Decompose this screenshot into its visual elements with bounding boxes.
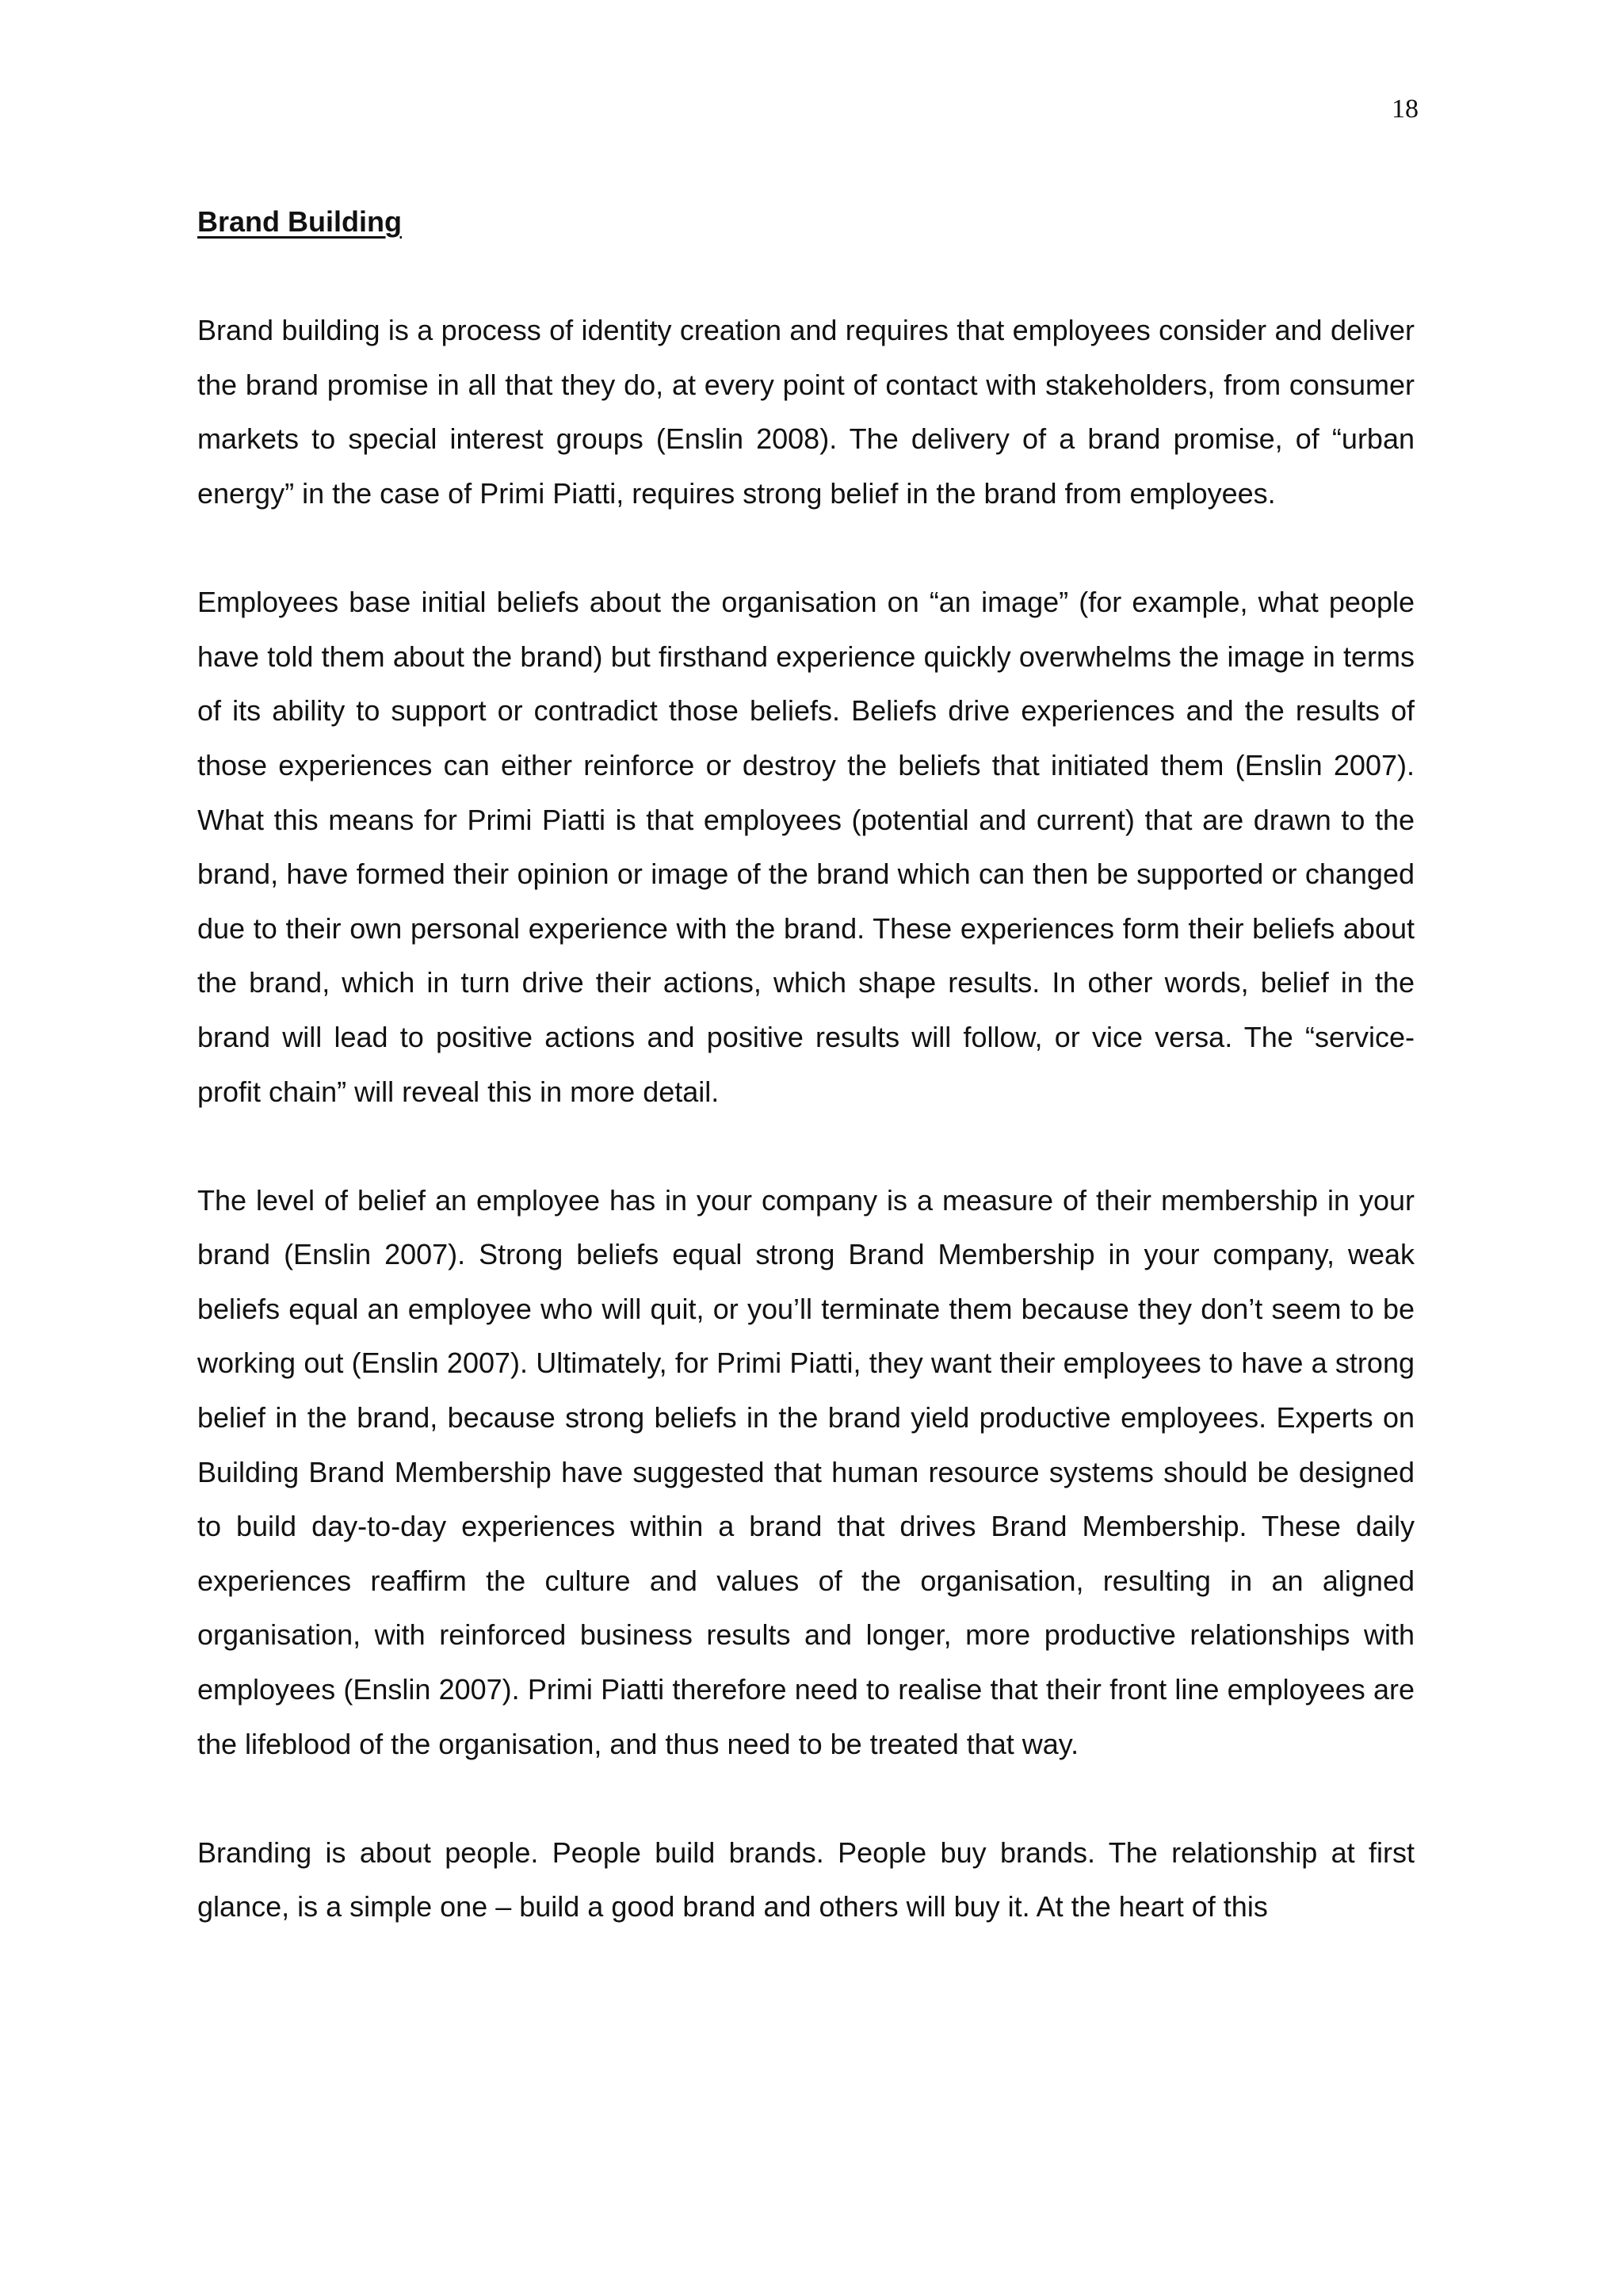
page-body (197, 195, 1415, 1935)
paragraph-brand-building-intro: Brand building is a process of identity creation and requires that employees consider and deliver the brand promise in all that they do, at every point of contact with stakeholders, from consumer markets to special interest groups (Enslin 2008). The delivery of a brand promise, of “urban energy” in the case of Primi Piatti, requires strong belief in the brand from employees. (197, 314, 1415, 510)
paragraph-employee-beliefs: Employees base initial beliefs about the organisation on “an image” (for example, what people have told them about the brand) but firsthand experience quickly overwhelms the image in terms of its ability to support or contradict those beliefs. Beliefs drive experiences and the results of those experiences can either reinforce or destroy the beliefs that initiated them (Enslin 2007). What this means for Primi Piatti is that employees (potential and current) that are drawn to the brand, have formed their opinion or image of the brand which can then be supported or changed due to their own personal experience with the brand. These experiences form their beliefs about the brand, which in turn drive their actions, which shape results. In other words, belief in the brand will lead to positive actions and positive results will follow, or vice versa. The “service-profit chain” will reveal this in more detail. (197, 586, 1415, 1108)
page-number: 18 (1392, 94, 1419, 124)
paragraph-brand-membership: The level of belief an employee has in your company is a measure of their membership in your brand (Enslin 2007). Strong beliefs equal strong Brand Membership in your company, weak beliefs equal an employee who will quit, or you’ll terminate them because they don’t seem to be working out (Enslin 2007). Ultimately, for Primi Piatti, they want their employees to have a strong belief in the brand, because strong beliefs in the brand yield productive employees. Experts on Building Brand Membership have suggested that human resource systems should be designed to build day-to-day experiences within a brand that drives Brand Membership. These daily experiences reaffirm the culture and values of the organisation, resulting in an aligned organisation, with reinforced business results and longer, more productive relationships with employees (Enslin 2007). Primi Piatti therefore need to realise that their front line employees are the lifeblood of the organisation, and thus need to be treated that way. (197, 1183, 1415, 1760)
section-heading: Brand Building (197, 205, 402, 238)
paragraph-branding-about-people: Branding is about people. People build brands. People buy brands. The relationship at first glance, is a simple one – build a good brand and others will buy it. At the heart of this (197, 1836, 1415, 1924)
